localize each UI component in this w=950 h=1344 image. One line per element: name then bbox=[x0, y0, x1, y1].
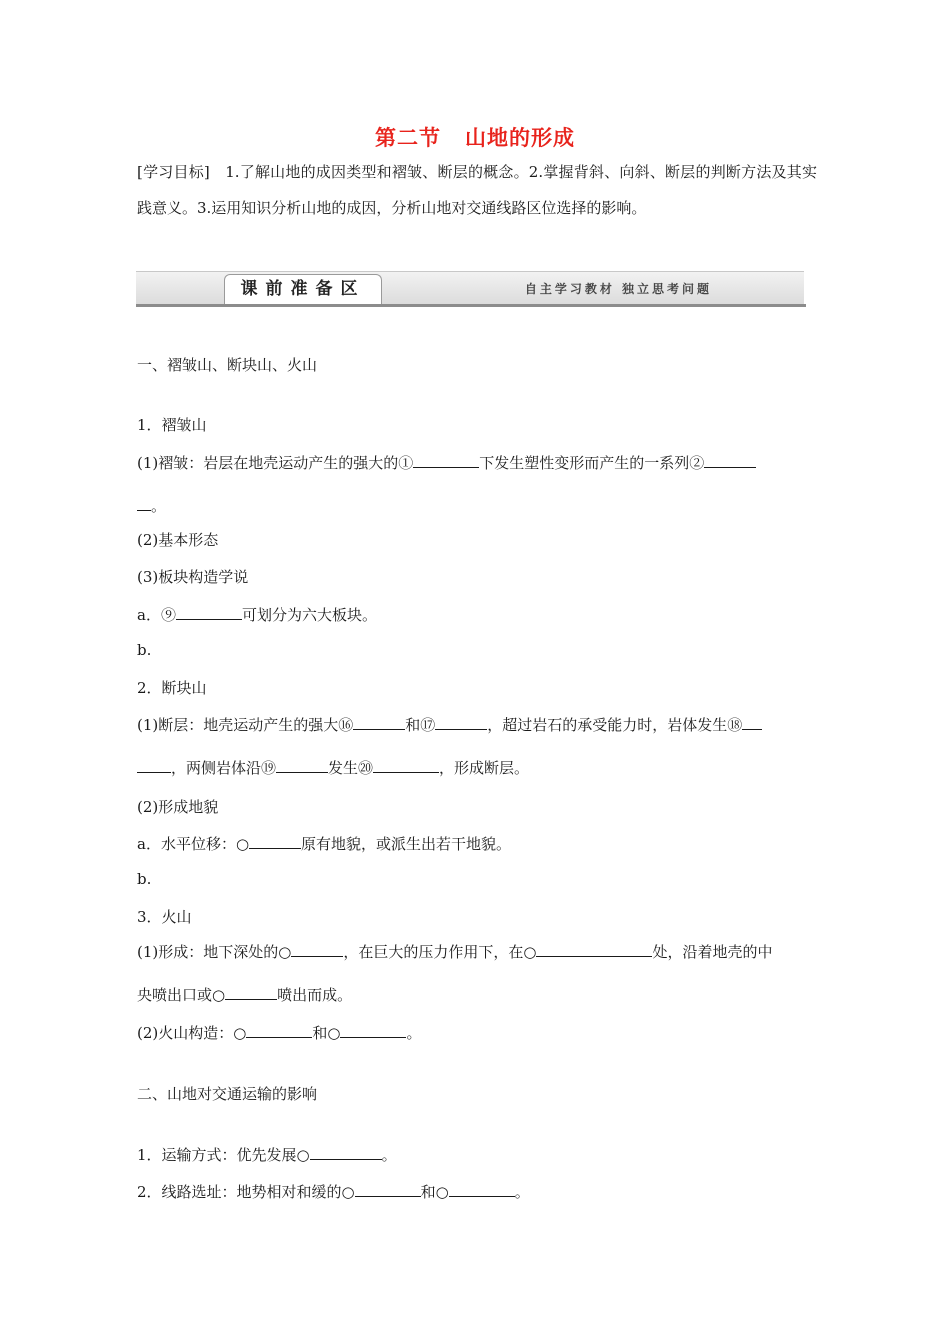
title-section-number: 第二节 bbox=[375, 126, 441, 150]
blank-16 bbox=[353, 715, 405, 730]
section2-heading: 二、山地对交通运输的影响 bbox=[137, 1085, 318, 1103]
fault-definition: (1)断层：地壳运动产生的强大⑯ 和⑰ ，超过岩石的承受能力时，岩体发生⑱ ，两侧岩体沿⑲ 发生⑳ ，形成断层。 bbox=[137, 704, 817, 790]
learning-goals: [学习目标] 1.了解山地的成因类型和褶皱、断层的概念。2.掌握背斜、向斜、断层的判断方法及其实践意义。3.运用知识分析山地的成因，分析山地对交通线路区位选择的影响。 bbox=[137, 163, 817, 217]
volcano-structure: (2)火山构造：○ 和○ 。 bbox=[137, 1024, 422, 1042]
landform-heading: (2)形成地貌 bbox=[137, 798, 219, 816]
blank-18 bbox=[742, 715, 762, 730]
title-text: 山地的形成 bbox=[465, 126, 575, 150]
transport-mode: 1．运输方式：优先发展○ 。 bbox=[137, 1146, 397, 1164]
blank-route-2 bbox=[449, 1182, 515, 1197]
blank-landform bbox=[249, 834, 301, 849]
blank-18-cont bbox=[137, 758, 171, 773]
basic-forms: (2)基本形态 bbox=[137, 531, 219, 549]
blank-2 bbox=[704, 453, 756, 468]
page-title bbox=[0, 122, 950, 152]
blank-17 bbox=[435, 715, 487, 730]
blank-magma bbox=[291, 942, 343, 957]
route-selection: 2．线路选址：地势相对和缓的○ 和○ 。 bbox=[137, 1183, 530, 1201]
fold-mountain-heading: 1．褶皱山 bbox=[137, 416, 207, 434]
blank-route-1 bbox=[355, 1182, 421, 1197]
banner-slogan: 自主学习教材 独立思考问题 bbox=[524, 282, 712, 296]
banner-tab-label: 课前准备区 bbox=[224, 274, 382, 304]
blank-9 bbox=[176, 605, 242, 620]
volcano-formation: (1)形成：地下深处的○ ，在巨大的压力作用下，在○ 处，沿着地壳的中 央喷出口或○ 喷出而成。 bbox=[137, 943, 773, 1004]
landform-item-a: a．水平位移：○ 原有地貌，或派生出若干地貌。 bbox=[137, 835, 512, 853]
section1-heading: 一、褶皱山、断块山、火山 bbox=[137, 356, 318, 374]
landform-item-b: b. bbox=[137, 870, 152, 888]
blank-fissure bbox=[225, 985, 277, 1000]
section-banner bbox=[136, 271, 806, 307]
blank-weak-zone bbox=[536, 942, 652, 957]
plate-item-a: a．⑨ 可划分为六大板块。 bbox=[137, 606, 377, 624]
blank-struct-1 bbox=[246, 1023, 312, 1038]
blank-transport bbox=[310, 1145, 382, 1160]
plate-item-b: b. bbox=[137, 641, 152, 659]
fault-block-heading: 2．断块山 bbox=[137, 679, 207, 697]
blank-19 bbox=[276, 758, 328, 773]
blank-2-cont bbox=[137, 496, 151, 511]
blank-20 bbox=[373, 758, 439, 773]
blank-1 bbox=[413, 453, 479, 468]
banner-underline bbox=[136, 304, 806, 307]
plate-theory: (3)板块构造学说 bbox=[137, 568, 249, 586]
volcano-heading: 3．火山 bbox=[137, 908, 192, 926]
fold-definition: (1)褶皱：岩层在地壳运动产生的强大的① 下发生塑性变形而产生的一系列② 。 bbox=[137, 442, 817, 528]
blank-struct-2 bbox=[340, 1023, 406, 1038]
